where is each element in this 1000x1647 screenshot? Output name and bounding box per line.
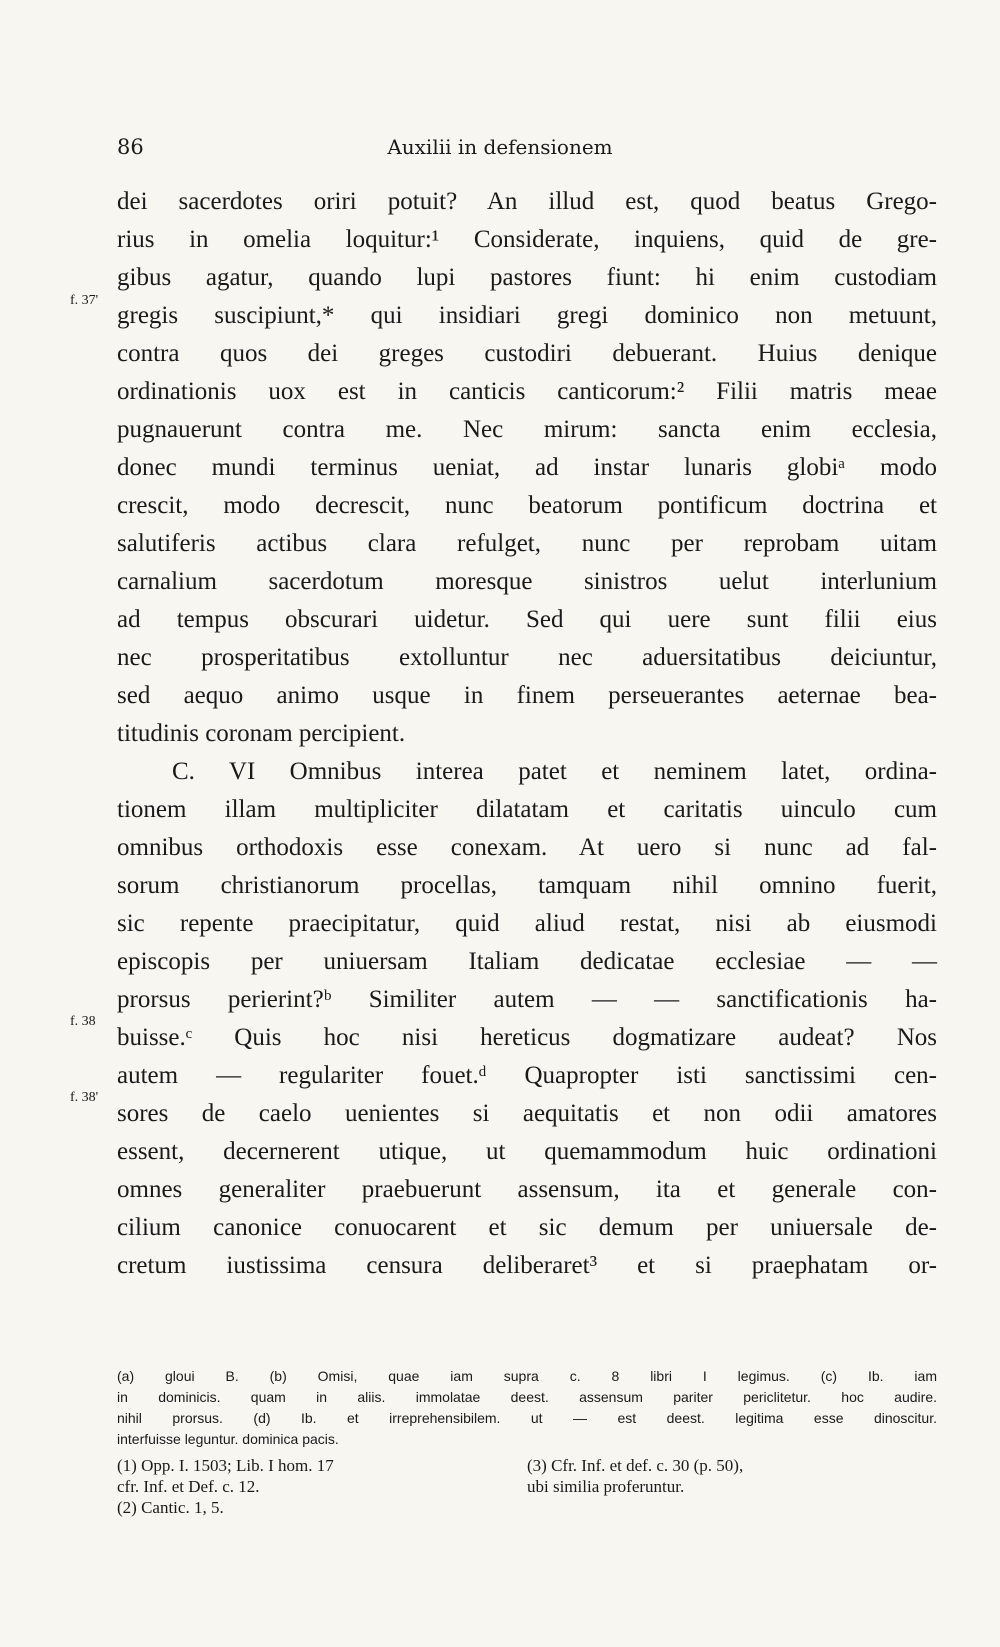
text-line: carnalium sacerdotum moresque sinistros uelut interlunium bbox=[117, 568, 937, 595]
text-line: sed aequo animo usque in finem perseuerantes aeternae bea- bbox=[117, 682, 937, 709]
text-line: buisse.ᶜ Quis hoc nisi hereticus dogmatizare audeat? Nos bbox=[117, 1024, 937, 1051]
text-line: pugnauerunt contra me. Nec mirum: sancta enim ecclesia, bbox=[117, 416, 937, 443]
text-line: rius in omelia loquitur:¹ Considerate, inquiens, quid de gre- bbox=[117, 226, 937, 253]
text-line: cilium canonice conuocarent et sic demum per uniuersale de- bbox=[117, 1214, 937, 1241]
running-title: Auxilii in defensionem bbox=[387, 135, 613, 159]
text-line: nec prosperitatibus extolluntur nec aduersitatibus deiciuntur, bbox=[117, 644, 937, 671]
chapter-start-line: C. VI Omnibus interea patet et neminem latet, ordina- bbox=[172, 758, 937, 785]
text-line: gregis suscipiunt,* qui insidiari gregi dominico non metuunt, bbox=[117, 302, 937, 329]
apparatus-line: in dominicis. quam in aliis. immolatae deest. assensum pariter periclitetur. hoc audire. bbox=[117, 1389, 937, 1405]
footnote-left: cfr. Inf. et Def. c. 12. bbox=[117, 1477, 260, 1496]
folio-marker: f. 38 bbox=[70, 1014, 96, 1029]
source-footnotes bbox=[117, 1455, 937, 1518]
text-line: sorum christianorum procellas, tamquam nihil omnino fuerit, bbox=[117, 872, 937, 899]
text-line: cretum iustissima censura deliberaret³ et si praephatam or- bbox=[117, 1252, 937, 1279]
text-line: autem — regulariter fouet.ᵈ Quapropter isti sanctissimi cen- bbox=[117, 1062, 937, 1089]
footnote-left: (1) Opp. I. 1503; Lib. I hom. 17 bbox=[117, 1456, 334, 1475]
critical-apparatus bbox=[117, 1366, 937, 1450]
apparatus-line: nihil prorsus. (d) Ib. et irreprehensibilem. ut — est deest. legitima esse dinoscitur. bbox=[117, 1410, 937, 1426]
text-line: donec mundi terminus ueniat, ad instar lunaris globiᵃ modo bbox=[117, 454, 937, 481]
folio-marker: f. 38' bbox=[70, 1090, 99, 1105]
footnote-right bbox=[527, 1497, 937, 1518]
text-line: gibus agatur, quando lupi pastores fiunt: hi enim custodiam bbox=[117, 264, 937, 291]
text-line: crescit, modo decrescit, nunc beatorum pontificum doctrina et bbox=[117, 492, 937, 519]
text-line: essent, decernerent utique, ut quemammodum huic ordinationi bbox=[117, 1138, 937, 1165]
text-line: omnibus orthodoxis esse conexam. At uero si nunc ad fal- bbox=[117, 834, 937, 861]
text-line: salutiferis actibus clara refulget, nunc per reprobam uitam bbox=[117, 530, 937, 557]
text-line: tionem illam multipliciter dilatatam et caritatis uinculo cum bbox=[117, 796, 937, 823]
text-line: prorsus perierint?ᵇ Similiter autem — — sanctificationis ha- bbox=[117, 986, 937, 1013]
text-line: omnes generaliter praebuerunt assensum, ita et generale con- bbox=[117, 1176, 937, 1203]
text-line: ad tempus obscurari uidetur. Sed qui uere sunt filii eius bbox=[117, 606, 937, 633]
apparatus-line: (a) gloui B. (b) Omisi, quae iam supra c. 8 libri I legimus. (c) Ib. iam bbox=[117, 1368, 937, 1384]
text-line: ordinationis uox est in canticis canticorum:² Filii matris meae bbox=[117, 378, 937, 405]
text-line: titudinis coronam percipient. bbox=[117, 720, 406, 747]
text-line: dei sacerdotes oriri potuit? An illud est, quod beatus Grego- bbox=[117, 188, 937, 215]
footnote-left: (2) Cantic. 1, 5. bbox=[117, 1498, 224, 1517]
folio-marker: f. 37' bbox=[70, 293, 99, 308]
footnote-right: (3) Cfr. Inf. et def. c. 30 (p. 50), bbox=[527, 1456, 744, 1475]
text-line: sores de caelo uenientes si aequitatis et non odii amatores bbox=[117, 1100, 937, 1127]
text-line: episcopis per uniuersam Italiam dedicatae ecclesiae — — bbox=[117, 948, 937, 975]
page-number: 86 bbox=[117, 135, 144, 159]
text-line: sic repente praecipitatur, quid aliud restat, nisi ab eiusmodi bbox=[117, 910, 937, 937]
main-text bbox=[117, 183, 937, 1285]
apparatus-line: interfuisse leguntur. dominica pacis. bbox=[117, 1431, 339, 1447]
footnote-right: ubi similia proferuntur. bbox=[527, 1477, 685, 1496]
text-line: contra quos dei greges custodiri debuerant. Huius denique bbox=[117, 340, 937, 367]
